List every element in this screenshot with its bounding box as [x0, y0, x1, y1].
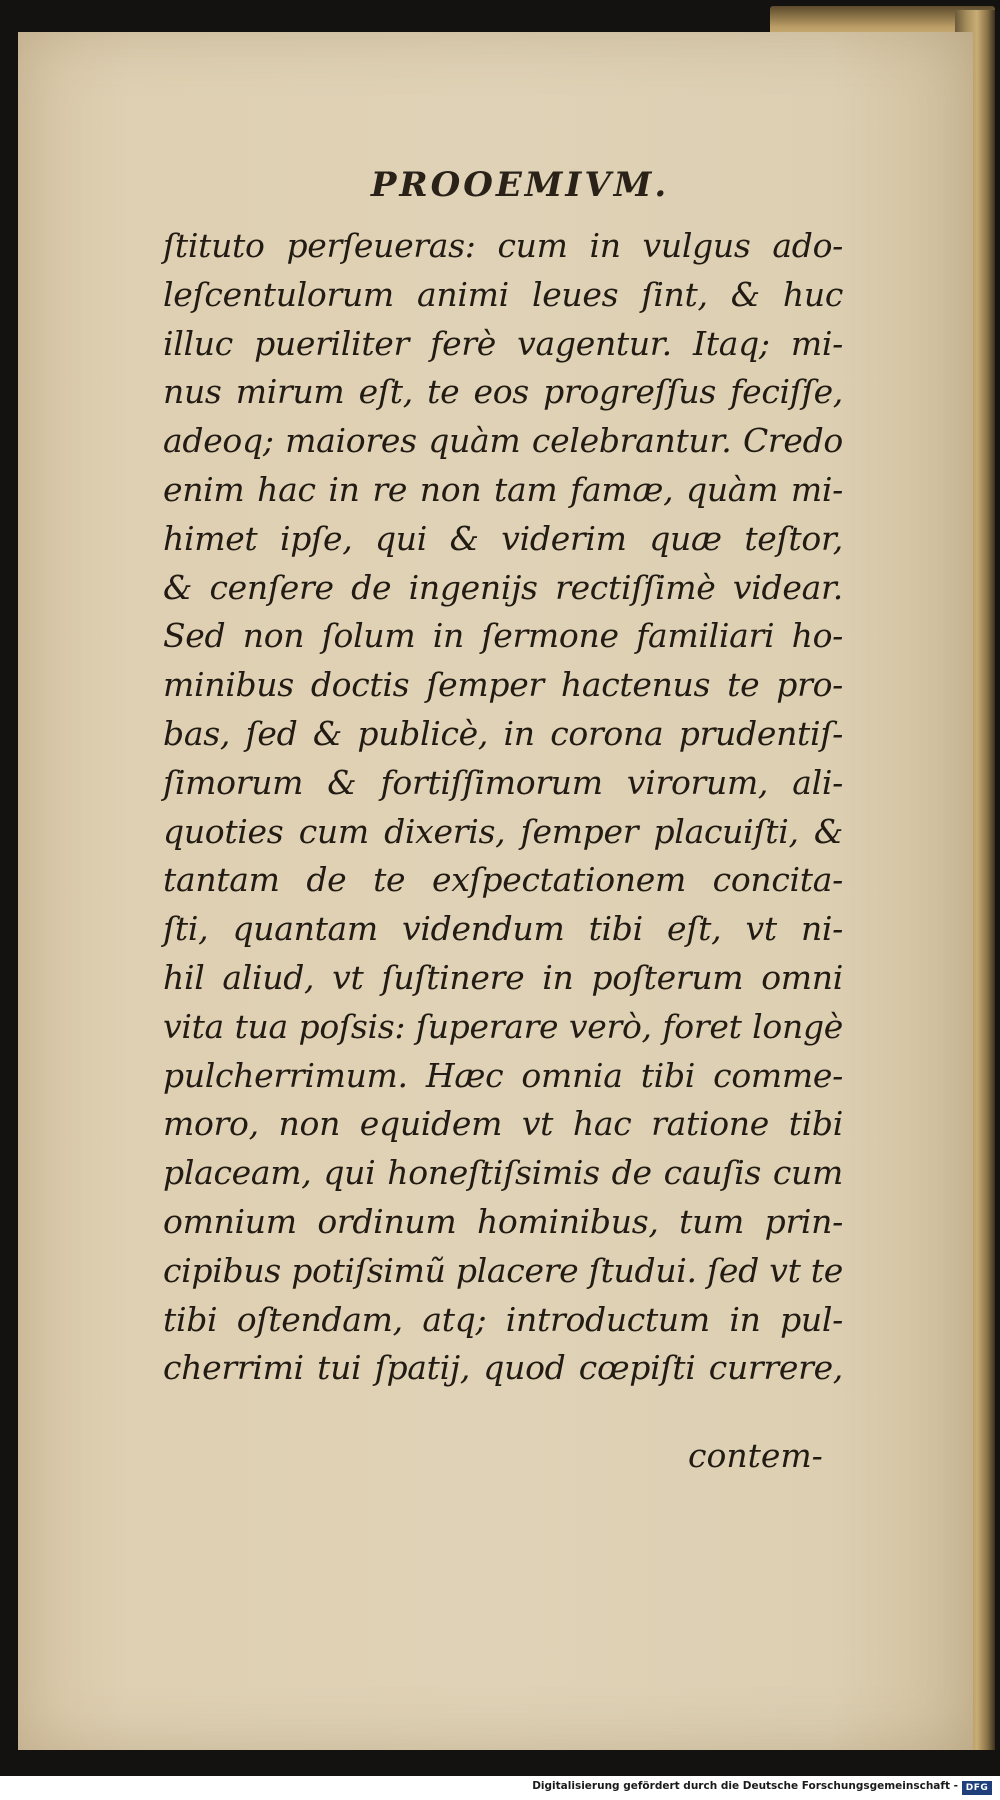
text-line: bas, ſed & publicè, in corona prudentiſ-	[163, 713, 843, 753]
text-line: ſimorum & fortiſſimorum virorum, ali-	[163, 762, 843, 802]
text-line: tantam de te exſpectationem concita-	[163, 860, 843, 900]
text-line: & cenſere de ingenijs rectiſſimè videar.	[163, 567, 843, 607]
text-line: minibus doctis ſemper hactenus te pro-	[163, 665, 843, 705]
text-line: himet ipſe, qui & viderim quæ teſtor,	[163, 518, 843, 558]
text-line: cherrimi tui ſpatij, quod cœpiſti currere,	[163, 1348, 843, 1388]
text-line: Sed non ſolum in ſermone familiari ho-	[163, 616, 843, 656]
text-line: quoties cum dixeris, ſemper placuiſti, &	[163, 811, 843, 851]
text-line: ſti, quantam videndum tibi eſt, vt ni-	[163, 909, 843, 949]
dfg-logo-icon: DFG	[962, 1781, 992, 1795]
catchword: contem-	[688, 1436, 823, 1475]
running-header: PROOEMIVM.	[370, 165, 670, 205]
text-line: cipibus potiſsimũ placere ſtudui. ſed vt te	[163, 1250, 843, 1290]
text-line: leſcentulorum animi leues ſint, & huc	[163, 274, 843, 314]
text-line: ſtituto perſeueras: cum in vulgus ado-	[163, 226, 843, 265]
digitization-credit-bar	[0, 1776, 1000, 1800]
text-line: nus mirum eſt, te eos progreſſus feciſſe,	[163, 372, 843, 412]
body-text	[163, 222, 843, 1393]
funding-credit: Digitalisierung gefördert durch die Deutsche Forschungsgemeinschaft -	[532, 1780, 958, 1792]
text-line: vita tua poſsis: ſuperare verò, foret longè	[163, 1006, 843, 1046]
text-line: pulcherrimum. Hæc omnia tibi comme-	[163, 1055, 843, 1095]
text-line: omnium ordinum hominibus, tum prin-	[163, 1201, 843, 1241]
text-line: moro, non equidem vt hac ratione tibi	[163, 1104, 843, 1144]
text-line: placeam, qui honeſtiſsimis de cauſis cum	[163, 1153, 843, 1193]
text-line: adeoq; maiores quàm celebrantur. Credo	[163, 421, 843, 461]
text-line: tibi oſtendam, atq; introductum in pul-	[163, 1299, 843, 1339]
text-line: illuc pueriliter ferè vagentur. Itaq; mi-	[163, 323, 843, 363]
text-line: enim hac in re non tam famæ, quàm mi-	[163, 469, 843, 509]
text-line: hil aliud, vt ſuſtinere in poſterum omni	[163, 957, 843, 997]
